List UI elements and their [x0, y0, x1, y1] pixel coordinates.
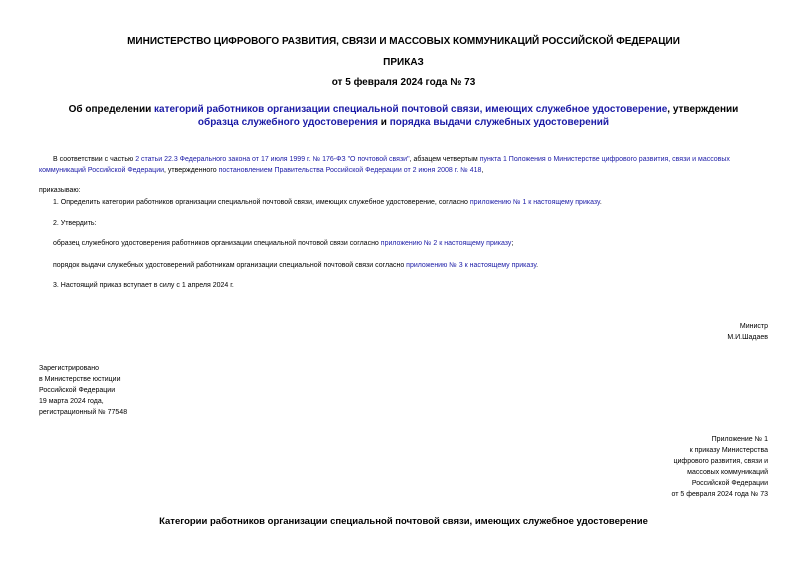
registration-line: Российской Федерации [39, 387, 116, 394]
ministry-heading: МИНИСТЕРСТВО ЦИФРОВОГО РАЗВИТИЯ, СВЯЗИ И МАССОВЫХ КОММУНИКАЦИЙ РОССИЙСКОЙ ФЕДЕРАЦИИ [127, 36, 680, 47]
order-item-2a [53, 238, 768, 249]
item-1-text: 1. Определить категории работников организации специальной почтовой связи, имеющих служебное удостоверение, согласно [53, 199, 470, 206]
appendix-header-line: к приказу Министерства [689, 447, 768, 454]
appendix-header-line: массовых коммуникаций [687, 469, 768, 476]
document-date-number: от 5 февраля 2024 года № 73 [331, 77, 476, 88]
document-title [55, 103, 752, 129]
title-link-categories[interactable]: категорий работников организации специальной почтовой связи, имеющих служебное удостоверение [154, 104, 668, 115]
appendix-header-line: Приложение № 1 [711, 436, 768, 443]
preamble-link-resolution[interactable]: постановлением Правительства Российской Федерации от 2 июня 2008 г. № 418 [218, 167, 482, 174]
preamble-text-2: , абзацем четвертым [409, 156, 480, 163]
item-2a-text: образец служебного удостоверения работников организации специальной почтовой связи согласно [53, 240, 381, 247]
item-2a-end: ; [511, 240, 514, 247]
appendix-header [671, 434, 768, 500]
title-text-3: и [378, 117, 390, 128]
title-link-sample[interactable]: образца служебного удостоверения [197, 117, 379, 128]
item-2a-link-appendix-2[interactable]: приложению № 2 к настоящему приказу [380, 240, 512, 247]
preamble-paragraph [39, 154, 769, 176]
item-1-end: . [599, 199, 602, 206]
preamble-text-4: , [481, 167, 484, 174]
registration-block [39, 363, 127, 418]
appendix-header-line: от 5 февраля 2024 года № 73 [671, 491, 768, 498]
signature-name: М.И.Шадаев [727, 334, 768, 341]
item-2b-text: порядок выдачи служебных удостоверений работникам организации специальной почтовой связи согласно [53, 262, 407, 269]
preamble-text-1: В соответствии с частью [53, 156, 136, 163]
order-item-3: 3. Настоящий приказ вступает в силу с 1 апреля 2024 г. [53, 282, 234, 289]
signature-position: Министр [739, 323, 768, 330]
item-2b-link-appendix-3[interactable]: приложению № 3 к настоящему приказу [406, 262, 537, 269]
registration-line: 19 марта 2024 года, [39, 398, 104, 405]
registration-line: Зарегистрировано [39, 365, 99, 372]
registration-line: в Министерстве юстиции [39, 376, 121, 383]
preamble-link-regulation[interactable]: пункта 1 Положения о Министерстве цифрового развития, связи и массовых коммуникаций Российской Федерации [39, 156, 730, 174]
order-word: приказываю: [39, 187, 81, 194]
order-item-2b [53, 260, 768, 271]
item-2b-end: . [536, 262, 539, 269]
preamble-text-3: , утвержденного [164, 167, 219, 174]
title-text-1: Об определении [68, 104, 155, 115]
title-text-2: , утверждении [667, 104, 739, 115]
item-1-link-appendix-1[interactable]: приложению № 1 к настоящему приказу [469, 199, 600, 206]
preamble-link-law[interactable]: 2 статьи 22.3 Федерального закона от 17 июля 1999 г. № 176-ФЗ "О почтовой связи" [135, 156, 410, 163]
appendix-header-line: Российской Федерации [691, 480, 768, 487]
title-link-procedure[interactable]: порядка выдачи служебных удостоверений [389, 117, 610, 128]
appendix-header-line: цифрового развития, связи и [673, 458, 768, 465]
order-item-2: 2. Утвердить: [53, 220, 97, 227]
document-type: ПРИКАЗ [383, 57, 424, 68]
registration-line: регистрационный № 77548 [39, 409, 128, 416]
appendix-title: Категории работников организации специальной почтовой связи, имеющих служебное удостоверение [159, 516, 648, 527]
order-item-1 [53, 197, 768, 208]
